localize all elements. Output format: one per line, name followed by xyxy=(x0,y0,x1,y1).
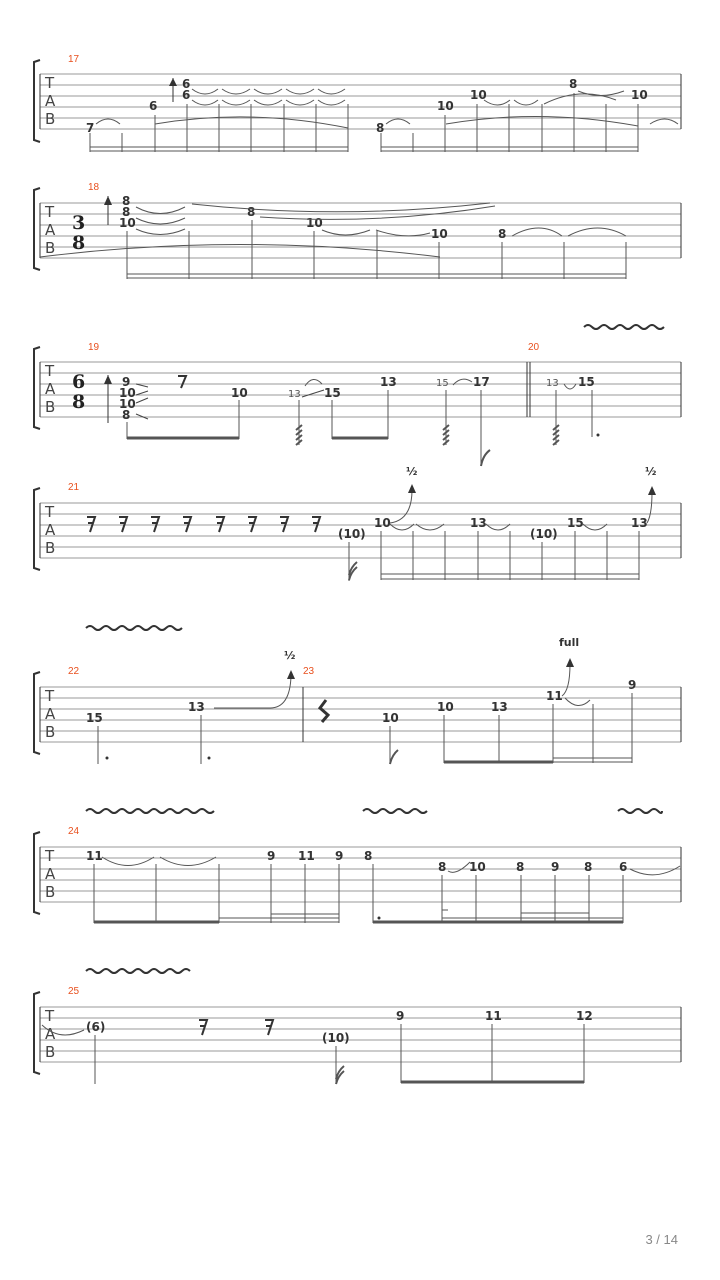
measure-number: 22 xyxy=(68,666,80,677)
tab-label-t: T xyxy=(45,203,55,221)
measure-number: 19 xyxy=(88,342,100,353)
fret-number: 10 xyxy=(119,397,136,411)
fret-number: 11 xyxy=(485,1009,502,1023)
fret-number: 8 xyxy=(569,77,578,91)
fret-number: 8 xyxy=(364,849,373,863)
fret-number: 10 xyxy=(470,88,487,102)
tab-label-a: A xyxy=(45,521,56,539)
vibrato-mark xyxy=(86,969,190,973)
tab-label-t: T xyxy=(45,503,55,521)
fret-number: 8 xyxy=(438,860,447,874)
tab-label-t: T xyxy=(45,1007,55,1025)
tab-label-a: A xyxy=(45,705,56,723)
fret-number: 8 xyxy=(122,205,131,219)
measure-number: 23 xyxy=(303,666,315,677)
fret-number: 9 xyxy=(335,849,344,863)
fret-number: 17 xyxy=(473,375,490,389)
fret-number: 13 xyxy=(470,516,487,530)
fret-number: 12 xyxy=(576,1009,593,1023)
vibrato-mark xyxy=(584,325,664,329)
fret-number: 11 xyxy=(86,849,103,863)
vibrato-mark xyxy=(86,626,182,630)
tab-label-a: A xyxy=(45,92,56,110)
system-1 xyxy=(34,54,681,152)
tab-label-b: B xyxy=(45,239,56,257)
fret-number: 8 xyxy=(247,205,256,219)
fret-number: 8 xyxy=(516,860,525,874)
time-signature-bottom: 8 xyxy=(72,391,86,413)
tab-label-a: A xyxy=(45,221,56,239)
fret-number: 8 xyxy=(498,227,507,241)
tab-label-a: A xyxy=(45,380,56,398)
tab-label-t: T xyxy=(45,847,55,865)
fret-number: 10 xyxy=(119,386,136,400)
time-signature-top: 6 xyxy=(72,371,86,393)
page-indicator: 3 / 14 xyxy=(645,1232,678,1247)
fret-number: 9 xyxy=(122,375,131,389)
bend-label: ½ xyxy=(645,465,657,478)
fret-number: (10) xyxy=(530,527,558,541)
fret-number: 11 xyxy=(546,689,563,703)
fret-number: 9 xyxy=(551,860,560,874)
time-signature-bottom: 8 xyxy=(72,232,86,254)
fret-number: 13 xyxy=(546,378,559,389)
measure-number: 21 xyxy=(68,482,80,493)
fret-number: 6 xyxy=(149,99,158,113)
fret-number: 15 xyxy=(578,375,595,389)
fret-number: 10 xyxy=(631,88,648,102)
fret-number: 10 xyxy=(382,711,399,725)
measure-number: 20 xyxy=(528,342,540,353)
system-2 xyxy=(34,182,681,279)
bend-label: full xyxy=(559,636,580,649)
fret-number: 13 xyxy=(288,389,301,400)
fret-number: 10 xyxy=(469,860,486,874)
fret-number: 13 xyxy=(380,375,397,389)
tab-label-b: B xyxy=(45,723,56,741)
vibrato-mark xyxy=(86,809,214,813)
tab-label-b: B xyxy=(45,883,56,901)
fret-number: 15 xyxy=(86,711,103,725)
tab-label-b: B xyxy=(45,398,56,416)
fret-number: 10 xyxy=(119,216,136,230)
fret-number: 8 xyxy=(584,860,593,874)
system-6 xyxy=(34,809,681,923)
fret-number: 15 xyxy=(324,386,341,400)
fret-number: 11 xyxy=(298,849,315,863)
fret-number: 10 xyxy=(437,99,454,113)
vibrato-mark xyxy=(618,809,662,813)
fret-number: 9 xyxy=(396,1009,405,1023)
tab-label-t: T xyxy=(45,687,55,705)
fret-number: 10 xyxy=(437,700,454,714)
fret-number: 10 xyxy=(374,516,391,530)
system-7 xyxy=(34,969,681,1084)
tab-label-t: T xyxy=(45,74,55,92)
fret-number: 15 xyxy=(436,378,449,389)
measure-number: 25 xyxy=(68,986,80,997)
measure-number: 18 xyxy=(88,182,100,193)
tab-label-a: A xyxy=(45,865,56,883)
fret-number: 6 xyxy=(182,88,191,102)
tab-label-t: T xyxy=(45,362,55,380)
fret-number: 13 xyxy=(491,700,508,714)
fret-number: 10 xyxy=(231,386,248,400)
fret-number: 10 xyxy=(431,227,448,241)
tab-label-b: B xyxy=(45,1043,56,1061)
tab-label-a: A xyxy=(45,1025,56,1043)
system-3 xyxy=(34,325,681,466)
fret-number: (10) xyxy=(322,1031,350,1045)
tab-label-b: B xyxy=(45,110,56,128)
bend-label: ½ xyxy=(284,649,296,662)
fret-number: (6) xyxy=(86,1020,106,1034)
fret-number: 9 xyxy=(628,678,637,692)
fret-number: 8 xyxy=(376,121,385,135)
fret-number: 8 xyxy=(122,408,131,422)
fret-number: 7 xyxy=(86,121,95,135)
fret-number: 6 xyxy=(619,860,628,874)
fret-number: 6 xyxy=(182,77,191,91)
system-5 xyxy=(34,626,681,764)
fret-number: 9 xyxy=(267,849,276,863)
measure-number: 24 xyxy=(68,826,80,837)
fret-number: 13 xyxy=(188,700,205,714)
fret-number: 15 xyxy=(567,516,584,530)
vibrato-mark xyxy=(363,809,427,813)
bend-label: ½ xyxy=(406,465,418,478)
fret-number: (10) xyxy=(338,527,366,541)
tab-label-b: B xyxy=(45,539,56,557)
rest-group xyxy=(199,1020,273,1035)
fret-number: 8 xyxy=(122,194,131,208)
measure-number: 17 xyxy=(68,54,80,65)
system-4 xyxy=(34,465,681,581)
fret-number: 13 xyxy=(631,516,648,530)
fret-number: 10 xyxy=(306,216,323,230)
time-signature-top: 3 xyxy=(72,212,86,234)
